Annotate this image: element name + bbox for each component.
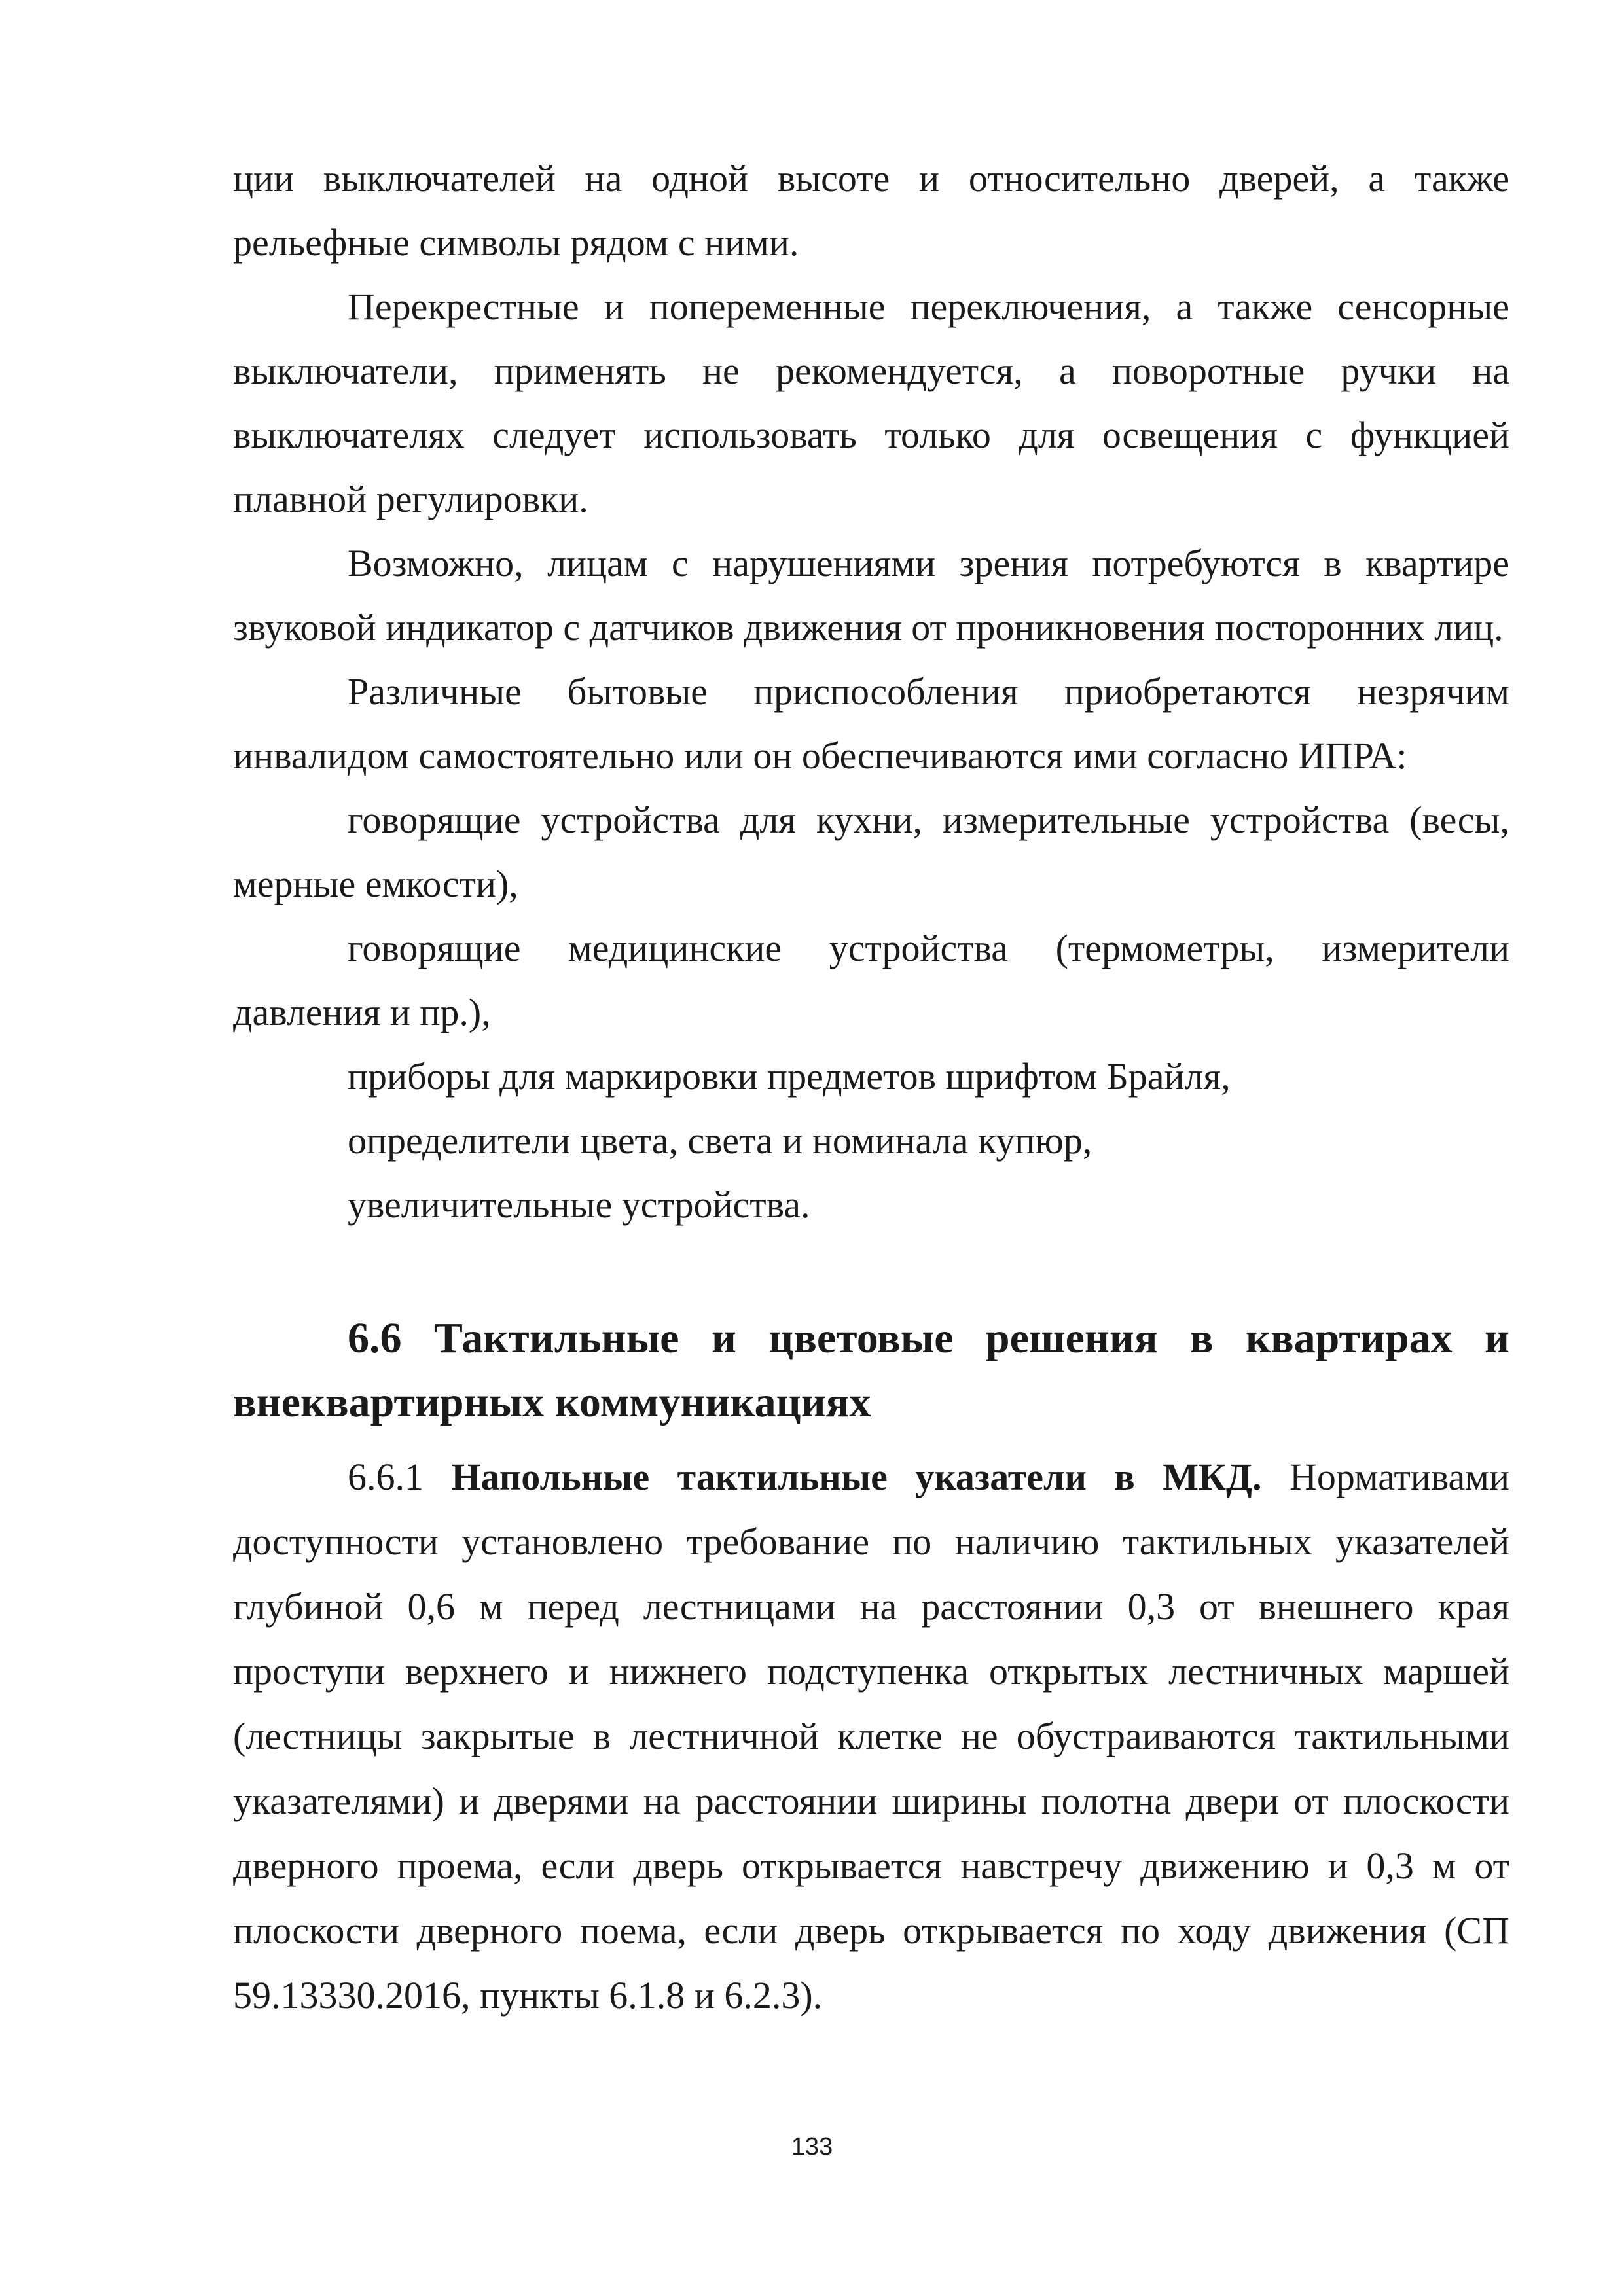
list-item: говорящие медицинские устройства (термометры, измерители давления и пр.),: [233, 927, 1509, 1033]
body-text: [233, 147, 1509, 1237]
paragraph-continuation: ции выключателей на одной высоте и относительно дверей, а также рельефные символы рядом с ними.: [233, 157, 1509, 264]
section-6-6-1: [233, 1444, 1509, 2028]
page-number: 133: [791, 2133, 833, 2161]
paragraph-switches: Перекрестные и попеременные переключения, а также сенсорные выключатели, применять не рекомендуется, а поворотные ручки на выключателях следует использовать только для освещения с функцией плавной регулировки.: [233, 285, 1509, 520]
section-number: 6.6.1: [348, 1456, 424, 1498]
list-item: определители цвета, света и номинала купюр,: [348, 1119, 1092, 1162]
paragraph-sound-indicator: Возможно, лицам с нарушениями зрения потребуются в квартире звуковой индикатор с датчиков движения от проникновения посторонних лиц.: [233, 542, 1509, 649]
section-title: Напольные тактильные указатели в МКД.: [451, 1456, 1262, 1498]
paragraph-household-devices: Различные бытовые приспособления приобретаются незрячим инвалидом самостоятельно или он обеспечиваются ими согласно ИПРА:: [233, 670, 1509, 777]
list-item: приборы для маркировки предметов шрифтом Брайля,: [348, 1055, 1231, 1098]
section-text: Нормативами доступности установлено требование по наличию тактильных указателей глубиной 0,6 м перед лестницами на расстоянии 0,3 от внешнего края проступи верхнего и нижнего подступенка открытых лестничных маршей (лестницы закрытые в лестничной клетке не обустраиваются тактильными указателями) и дверями на расстоянии ширины полотна двери от плоскости дверного проема, если дверь открывается навстречу движению и 0,3 м от плоскости дверного поема, если дверь открывается по ходу движения (СП 59.13330.2016, пункты 6.1.8 и 6.2.3).: [233, 1456, 1510, 2017]
section-heading: 6.6 Тактильные и цветовые решения в квартирах и внеквартирных коммуникациях: [233, 1314, 1509, 1426]
list-item: говорящие устройства для кухни, измерительные устройства (весы, мерные емкости),: [233, 798, 1509, 905]
list-item: увеличительные устройства.: [348, 1183, 810, 1226]
section-paragraph: [233, 1444, 1509, 2028]
